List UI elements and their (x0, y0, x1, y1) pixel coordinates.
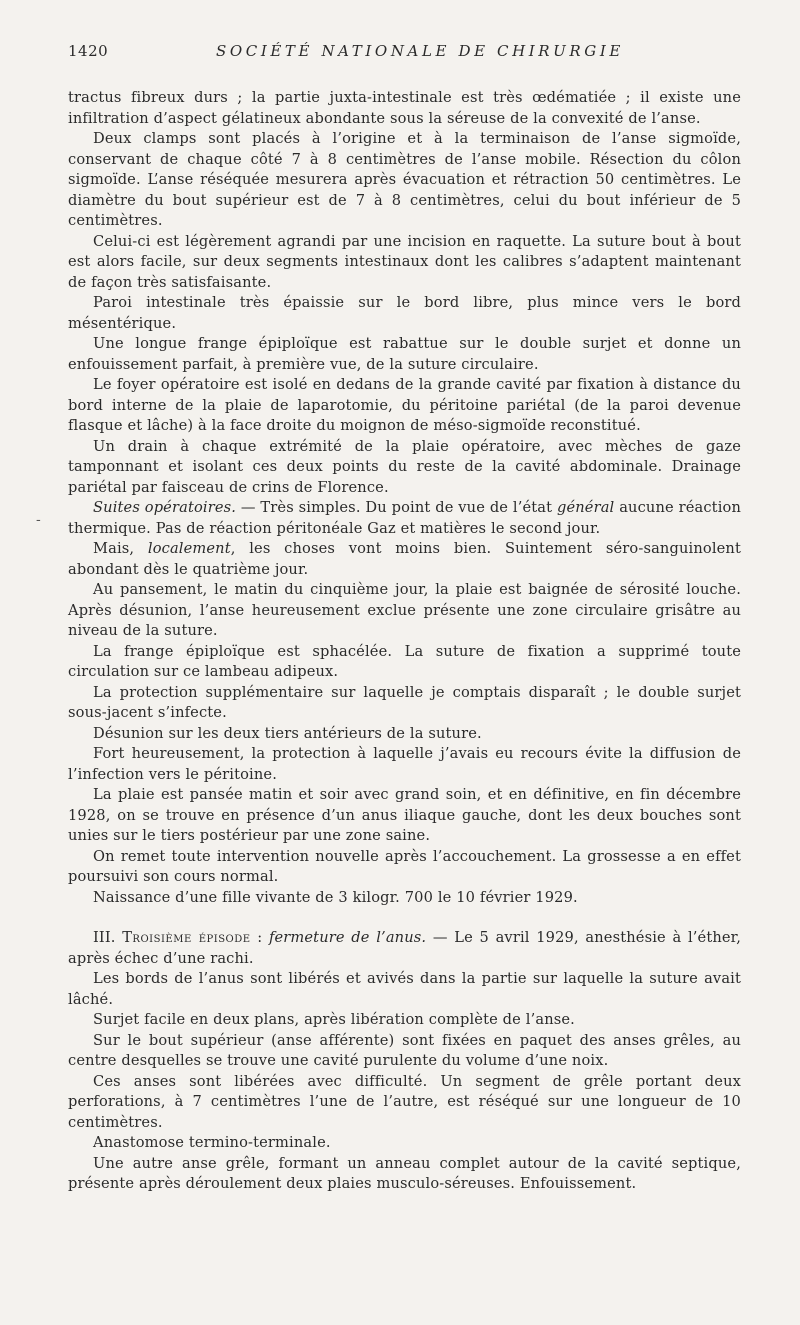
text-run: aucune réaction thermique. Pas de réaction péritonéale Gaz et matières le second jour. (68, 499, 741, 537)
paragraph (68, 498, 741, 539)
page-header (68, 42, 748, 66)
paragraph: Un drain à chaque extrémité de la plaie opératoire, avec mèches de gaze tamponnant et isolant ces deux points du reste de la cavité abdominale. Drainage pariétal par faisceau de crins de Florence. (68, 437, 741, 496)
section-label: Troisième épisode (122, 929, 251, 946)
paragraph: tractus fibreux durs ; la partie juxta-intestinale est très œdématiée ; il existe une infiltration d’aspect gélatineux abondante sous la séreuse de la convexité de l’anse. (68, 89, 741, 127)
italic-heading: Suites opératoires. (93, 499, 237, 516)
paragraph: Le foyer opératoire est isolé en dedans de la grande cavité par fixation à distance du bord interne de la plaie de laparotomie, du péritoine pariétal (de la paroi devenue flasque et lâche) à la face droite du moignon de méso-sigmoïde reconstitué. (68, 376, 741, 434)
running-title: SOCIÉTÉ NATIONALE DE CHIRURGIE (216, 42, 624, 60)
paragraph: Une autre anse grêle, formant un anneau complet autour de la cavité septique, présente après déroulement deux plaies musculo-séreuses. Enfouissement. (68, 1154, 741, 1192)
paragraph: Surjet facile en deux plans, après libération complète de l’anse. (93, 1011, 575, 1028)
paragraph: Ces anses sont libérées avec difficulté. Un segment de grêle portant deux perforations, à 7 centimètres l’une de l’autre, est réséqué sur une longueur de 10 centimètres. (68, 1072, 741, 1131)
section-title: fermeture de l’anus. (268, 929, 427, 946)
italic-word: général (556, 499, 615, 516)
paragraph: Deux clamps sont placés à l’origine et à la terminaison de l’anse sigmoïde, conservant de chaque côté 7 à 8 centimètres de l’anse mobile. Résection du côlon sigmoïde. L’anse réséquée mesurera après évacuation et rétraction 50 centimètres. Le diamètre du bout supérieur est de 7 à 8 centimètres, celui du bout inférieur de 5 centimètres. (68, 130, 741, 229)
paragraph: Au pansement, le matin du cinquième jour, la plaie est baignée de sérosité louche. Après désunion, l’anse heureusement exclue présente une zone circulaire grisâtre au niveau de la suture. (68, 581, 741, 639)
section-number: III. (93, 929, 123, 946)
text-run: Mais, (93, 540, 148, 557)
paragraph: Sur le bout supérieur (anse afférente) sont fixées en paquet des anses grêles, au centre desquelles se trouve une cavité purulente du volume d’une noix. (68, 1031, 741, 1069)
paragraph: Paroi intestinale très épaissie sur le bord libre, plus mince vers le bord mésentérique. (68, 294, 741, 332)
page-number: 1420 (68, 42, 109, 60)
paragraph: Fort heureusement, la protection à laquelle j’avais eu recours évite la diffusion de l’infection vers le péritoine. (68, 745, 741, 783)
paragraph: La frange épiploïque est sphacélée. La suture de fixation a supprimé toute circulation sur ce lambeau adipeux. (68, 642, 741, 680)
body-text (68, 88, 741, 1195)
text-run: — Le 5 avril 1929, anesthésie à l’éther, après échec d’une rachi. (68, 929, 741, 967)
paragraph: La plaie est pansée matin et soir avec grand soin, et en définitive, en fin décembre 1928, on se trouve en présence d’un anus iliaque gauche, dont les deux bouches sont unies sur le tiers postérieur par une zone saine. (68, 786, 741, 844)
margin-mark: - (36, 512, 41, 528)
text-run: , les choses vont moins bien. Suintement séro-sanguinolent abondant dès le quatrième jour. (68, 540, 741, 578)
paragraph (68, 539, 741, 580)
text-run: : (250, 929, 269, 946)
section-heading-paragraph (68, 928, 741, 969)
italic-word: localement (147, 540, 231, 557)
paragraph: Une longue frange épiploïque est rabattue sur le double surjet et donne un enfouissement parfait, à première vue, de la suture circulaire. (68, 335, 741, 373)
paragraph: Désunion sur les deux tiers antérieurs de la suture. (93, 724, 482, 742)
paragraph: Les bords de l’anus sont libérés et avivés dans la partie sur laquelle la suture avait lâché. (68, 970, 741, 1008)
paragraph: La protection supplémentaire sur laquelle je comptais disparaît ; le double surjet sous-jacent s’infecte. (68, 683, 741, 721)
paragraph: Anastomose termino-terminale. (93, 1134, 331, 1151)
text-run: — Très simples. Du point de vue de l’état (236, 499, 557, 516)
paragraph: On remet toute intervention nouvelle après l’accouchement. La grossesse a en effet poursuivi son cours normal. (68, 847, 741, 885)
paragraph: Naissance d’une fille vivante de 3 kilogr. 700 le 10 février 1929. (93, 888, 578, 906)
paragraph: Celui-ci est légèrement agrandi par une incision en raquette. La suture bout à bout est alors facile, sur deux segments intestinaux dont les calibres s’adaptent maintenant de façon très satisfaisante. (68, 232, 741, 291)
